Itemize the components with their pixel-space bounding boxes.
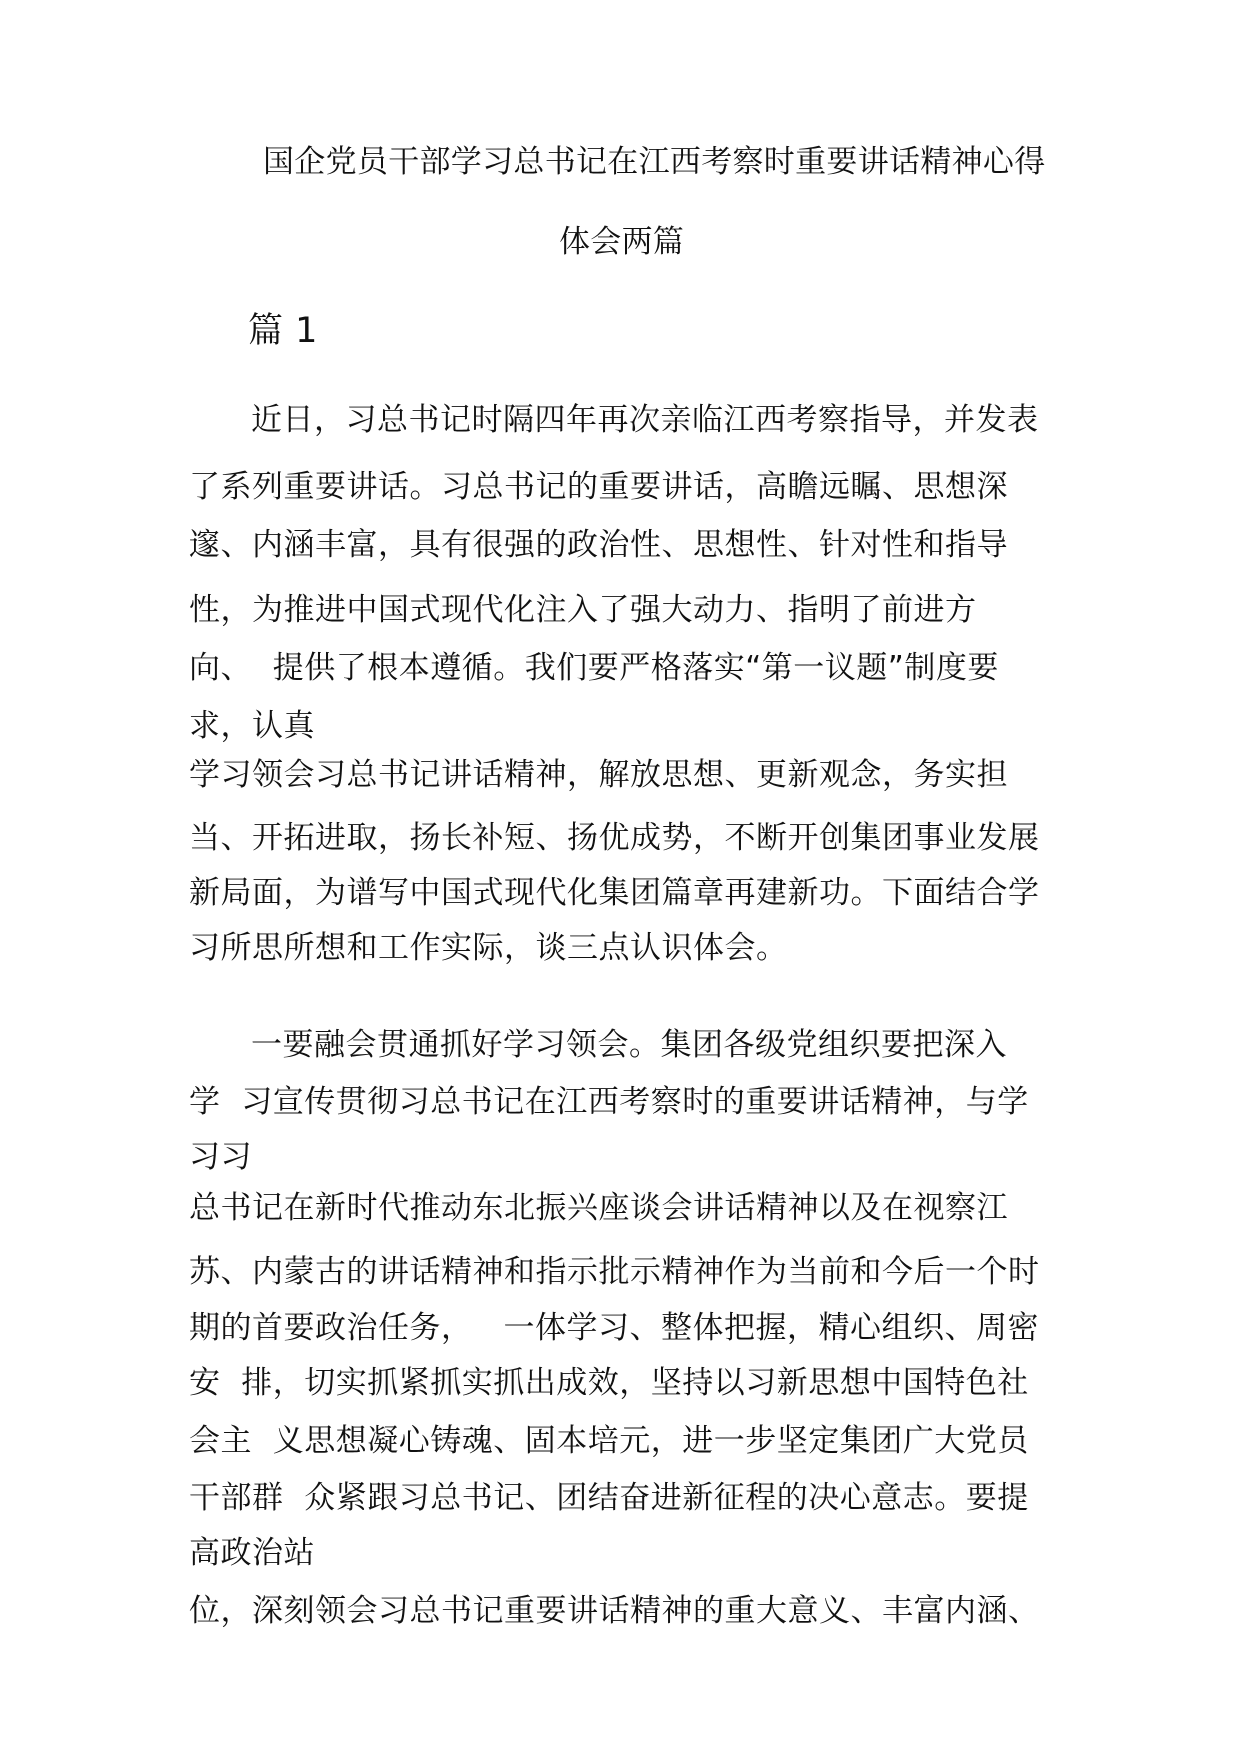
paragraph-2-line: 总书记在新时代推动东北振兴座谈会讲话精神以及在视察江 bbox=[189, 1190, 1008, 1226]
paragraph-1-line: 习所思所想和工作实际，谈三点认识体会。 bbox=[189, 930, 788, 966]
paragraph-1-line: 求，认真 bbox=[189, 708, 315, 744]
document-title-line-1: 国企党员干部学习总书记在江西考察时重要讲话精神心得 bbox=[263, 144, 1046, 180]
section-heading: 篇 1 bbox=[248, 311, 318, 351]
paragraph-2-line: 安 排，切实抓紧抓实抓出成效，坚持以习新思想中国特色社 bbox=[189, 1365, 1029, 1401]
paragraph-2-line: 一要融会贯通抓好学习领会。集团各级党组织要把深入 bbox=[251, 1027, 1007, 1063]
paragraph-2-line: 位，深刻领会习总书记重要讲话精神的重大意义、丰富内涵、 bbox=[189, 1593, 1040, 1629]
paragraph-1-line: 当、开拓进取，扬长补短、扬优成势，不断开创集团事业发展 bbox=[189, 820, 1040, 856]
document-title-line-2: 体会两篇 bbox=[559, 224, 685, 260]
paragraph-2-line: 会主 义思想凝心铸魂、固本培元，进一步坚定集团广大党员 bbox=[189, 1423, 1029, 1459]
paragraph-1-line: 邃、内涵丰富，具有很强的政治性、思想性、针对性和指导 bbox=[189, 527, 1008, 563]
paragraph-1-line: 了系列重要讲话。习总书记的重要讲话，高瞻远瞩、思想深 bbox=[189, 469, 1008, 505]
paragraph-2-line: 苏、内蒙古的讲话精神和指示批示精神作为当前和今后一个时 bbox=[189, 1254, 1040, 1290]
paragraph-1-line: 向、 提供了根本遵循。我们要严格落实“第一议题”制度要 bbox=[189, 650, 999, 686]
paragraph-1-line: 学习领会习总书记讲话精神，解放思想、更新观念，务实担 bbox=[189, 757, 1008, 793]
paragraph-2-line: 习习 bbox=[189, 1139, 252, 1175]
paragraph-2-line: 期的首要政治任务， 一体学习、整体把握，精心组织、周密 bbox=[189, 1310, 1040, 1346]
paragraph-2-line: 学 习宣传贯彻习总书记在江西考察时的重要讲话精神，与学 bbox=[189, 1084, 1029, 1120]
paragraph-1-line: 新局面，为谱写中国式现代化集团篇章再建新功。下面结合学 bbox=[189, 875, 1040, 911]
paragraph-2-line: 高政治站 bbox=[189, 1535, 315, 1571]
paragraph-1-line: 性，为推进中国式现代化注入了强大动力、指明了前进方 bbox=[189, 592, 977, 628]
paragraph-1-line: 近日，习总书记时隔四年再次亲临江西考察指导，并发表 bbox=[251, 402, 1039, 438]
paragraph-2-line: 干部群 众紧跟习总书记、团结奋进新征程的决心意志。要提 bbox=[189, 1480, 1029, 1516]
